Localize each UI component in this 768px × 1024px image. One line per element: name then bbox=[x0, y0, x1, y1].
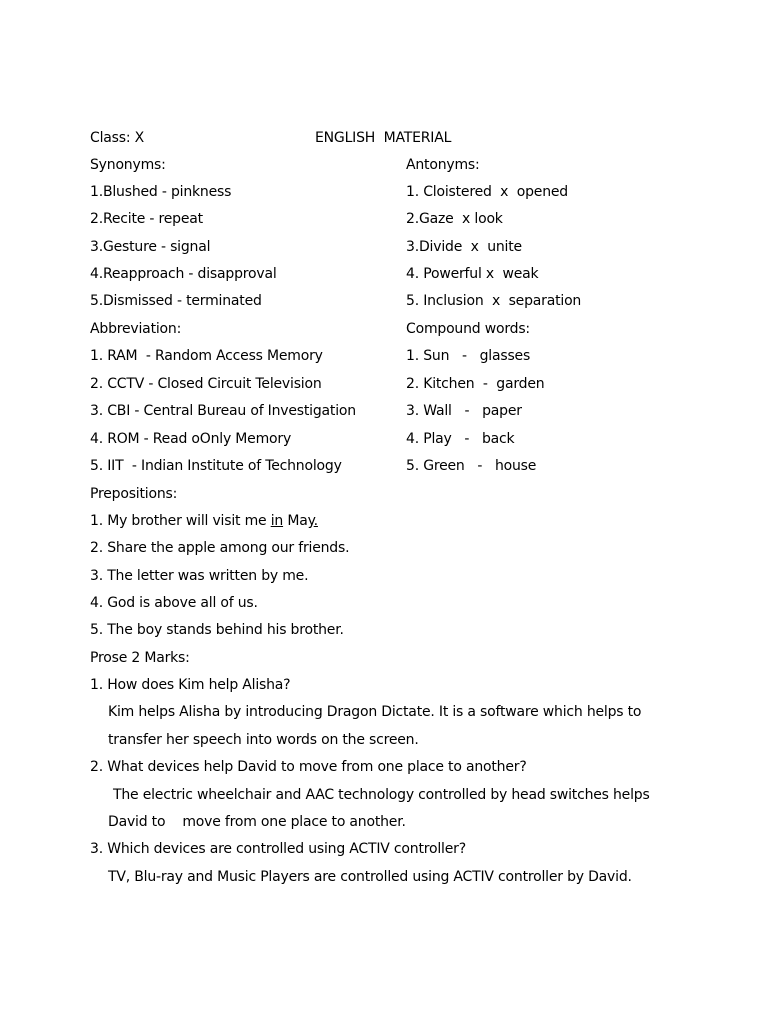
prose-question: 1. How does Kim help Alisha? bbox=[90, 677, 291, 693]
synonym-item: 4.Reapproach - disapproval bbox=[90, 266, 277, 282]
preposition-item bbox=[90, 539, 349, 557]
class-label: Class: X bbox=[90, 130, 144, 146]
compound-word-item: 4. Play - back bbox=[406, 431, 515, 447]
antonym-item: 5. Inclusion x separation bbox=[406, 293, 582, 309]
preposition-text: me. bbox=[277, 568, 309, 584]
preposition-text: our friends. bbox=[267, 540, 350, 556]
abbreviation-item: 3. CBI - Central Bureau of Investigation bbox=[90, 403, 356, 419]
prose-question: 3. Which devices are controlled using ACTIV controller? bbox=[90, 841, 466, 857]
preposition-text: . bbox=[313, 513, 318, 529]
synonym-item: 5.Dismissed - terminated bbox=[90, 293, 262, 309]
abbreviation-item: 1. RAM - Random Access Memory bbox=[90, 348, 323, 364]
prose-answer: David to move from one place to another. bbox=[108, 814, 406, 830]
antonym-item: 4. Powerful x weak bbox=[406, 266, 539, 282]
abbreviation-heading: Abbreviation: bbox=[90, 321, 182, 337]
preposition-text: all of us. bbox=[196, 595, 258, 611]
compound-word-item: 5. Green - house bbox=[406, 458, 537, 474]
antonyms-heading: Antonyms: bbox=[406, 157, 480, 173]
abbreviation-item: 4. ROM - Read oOnly Memory bbox=[90, 431, 292, 447]
preposition-word: behind bbox=[215, 622, 263, 638]
preposition-word: in bbox=[270, 513, 284, 529]
preposition-item bbox=[90, 621, 344, 639]
antonym-item: 1. Cloistered x opened bbox=[406, 184, 568, 200]
preposition-text: May bbox=[283, 513, 314, 529]
antonym-item: 3.Divide x unite bbox=[406, 239, 522, 255]
preposition-word: among bbox=[219, 540, 268, 556]
prose-answer: transfer her speech into words on the screen. bbox=[108, 732, 419, 748]
preposition-text: 3. The letter was written bbox=[90, 568, 262, 584]
preposition-text: 5. The boy stands bbox=[90, 622, 216, 638]
synonym-item: 1.Blushed - pinkness bbox=[90, 184, 232, 200]
antonym-item: 2.Gaze x look bbox=[406, 211, 503, 227]
document-title: ENGLISH MATERIAL bbox=[315, 130, 452, 146]
preposition-word: by bbox=[261, 568, 278, 584]
prose-heading: Prose 2 Marks: bbox=[90, 650, 190, 666]
prose-answer: Kim helps Alisha by introducing Dragon Dictate. It is a software which helps to bbox=[108, 704, 642, 720]
prose-answer: TV, Blu-ray and Music Players are controlled using ACTIV controller by David. bbox=[108, 869, 632, 885]
synonym-item: 3.Gesture - signal bbox=[90, 239, 211, 255]
prose-answer: The electric wheelchair and AAC technology controlled by head switches helps bbox=[113, 787, 650, 803]
prepositions-heading: Prepositions: bbox=[90, 486, 178, 502]
compound-word-item: 2. Kitchen - garden bbox=[406, 376, 545, 392]
prose-question: 2. What devices help David to move from one place to another? bbox=[90, 759, 527, 775]
preposition-text: 4. God is bbox=[90, 595, 155, 611]
preposition-word: above bbox=[154, 595, 197, 611]
preposition-text: 1. My brother will visit me bbox=[90, 513, 271, 529]
compound-words-heading: Compound words: bbox=[406, 321, 530, 337]
abbreviation-item: 2. CCTV - Closed Circuit Television bbox=[90, 376, 322, 392]
abbreviation-item: 5. IIT - Indian Institute of Technology bbox=[90, 458, 342, 474]
synonym-item: 2.Recite - repeat bbox=[90, 211, 203, 227]
compound-word-item: 3. Wall - paper bbox=[406, 403, 522, 419]
preposition-item bbox=[90, 567, 308, 585]
synonyms-heading: Synonyms: bbox=[90, 157, 166, 173]
preposition-item bbox=[90, 512, 318, 530]
preposition-text: his brother. bbox=[262, 622, 344, 638]
preposition-text: 2. Share the apple bbox=[90, 540, 220, 556]
preposition-item bbox=[90, 594, 258, 612]
compound-word-item: 1. Sun - glasses bbox=[406, 348, 531, 364]
